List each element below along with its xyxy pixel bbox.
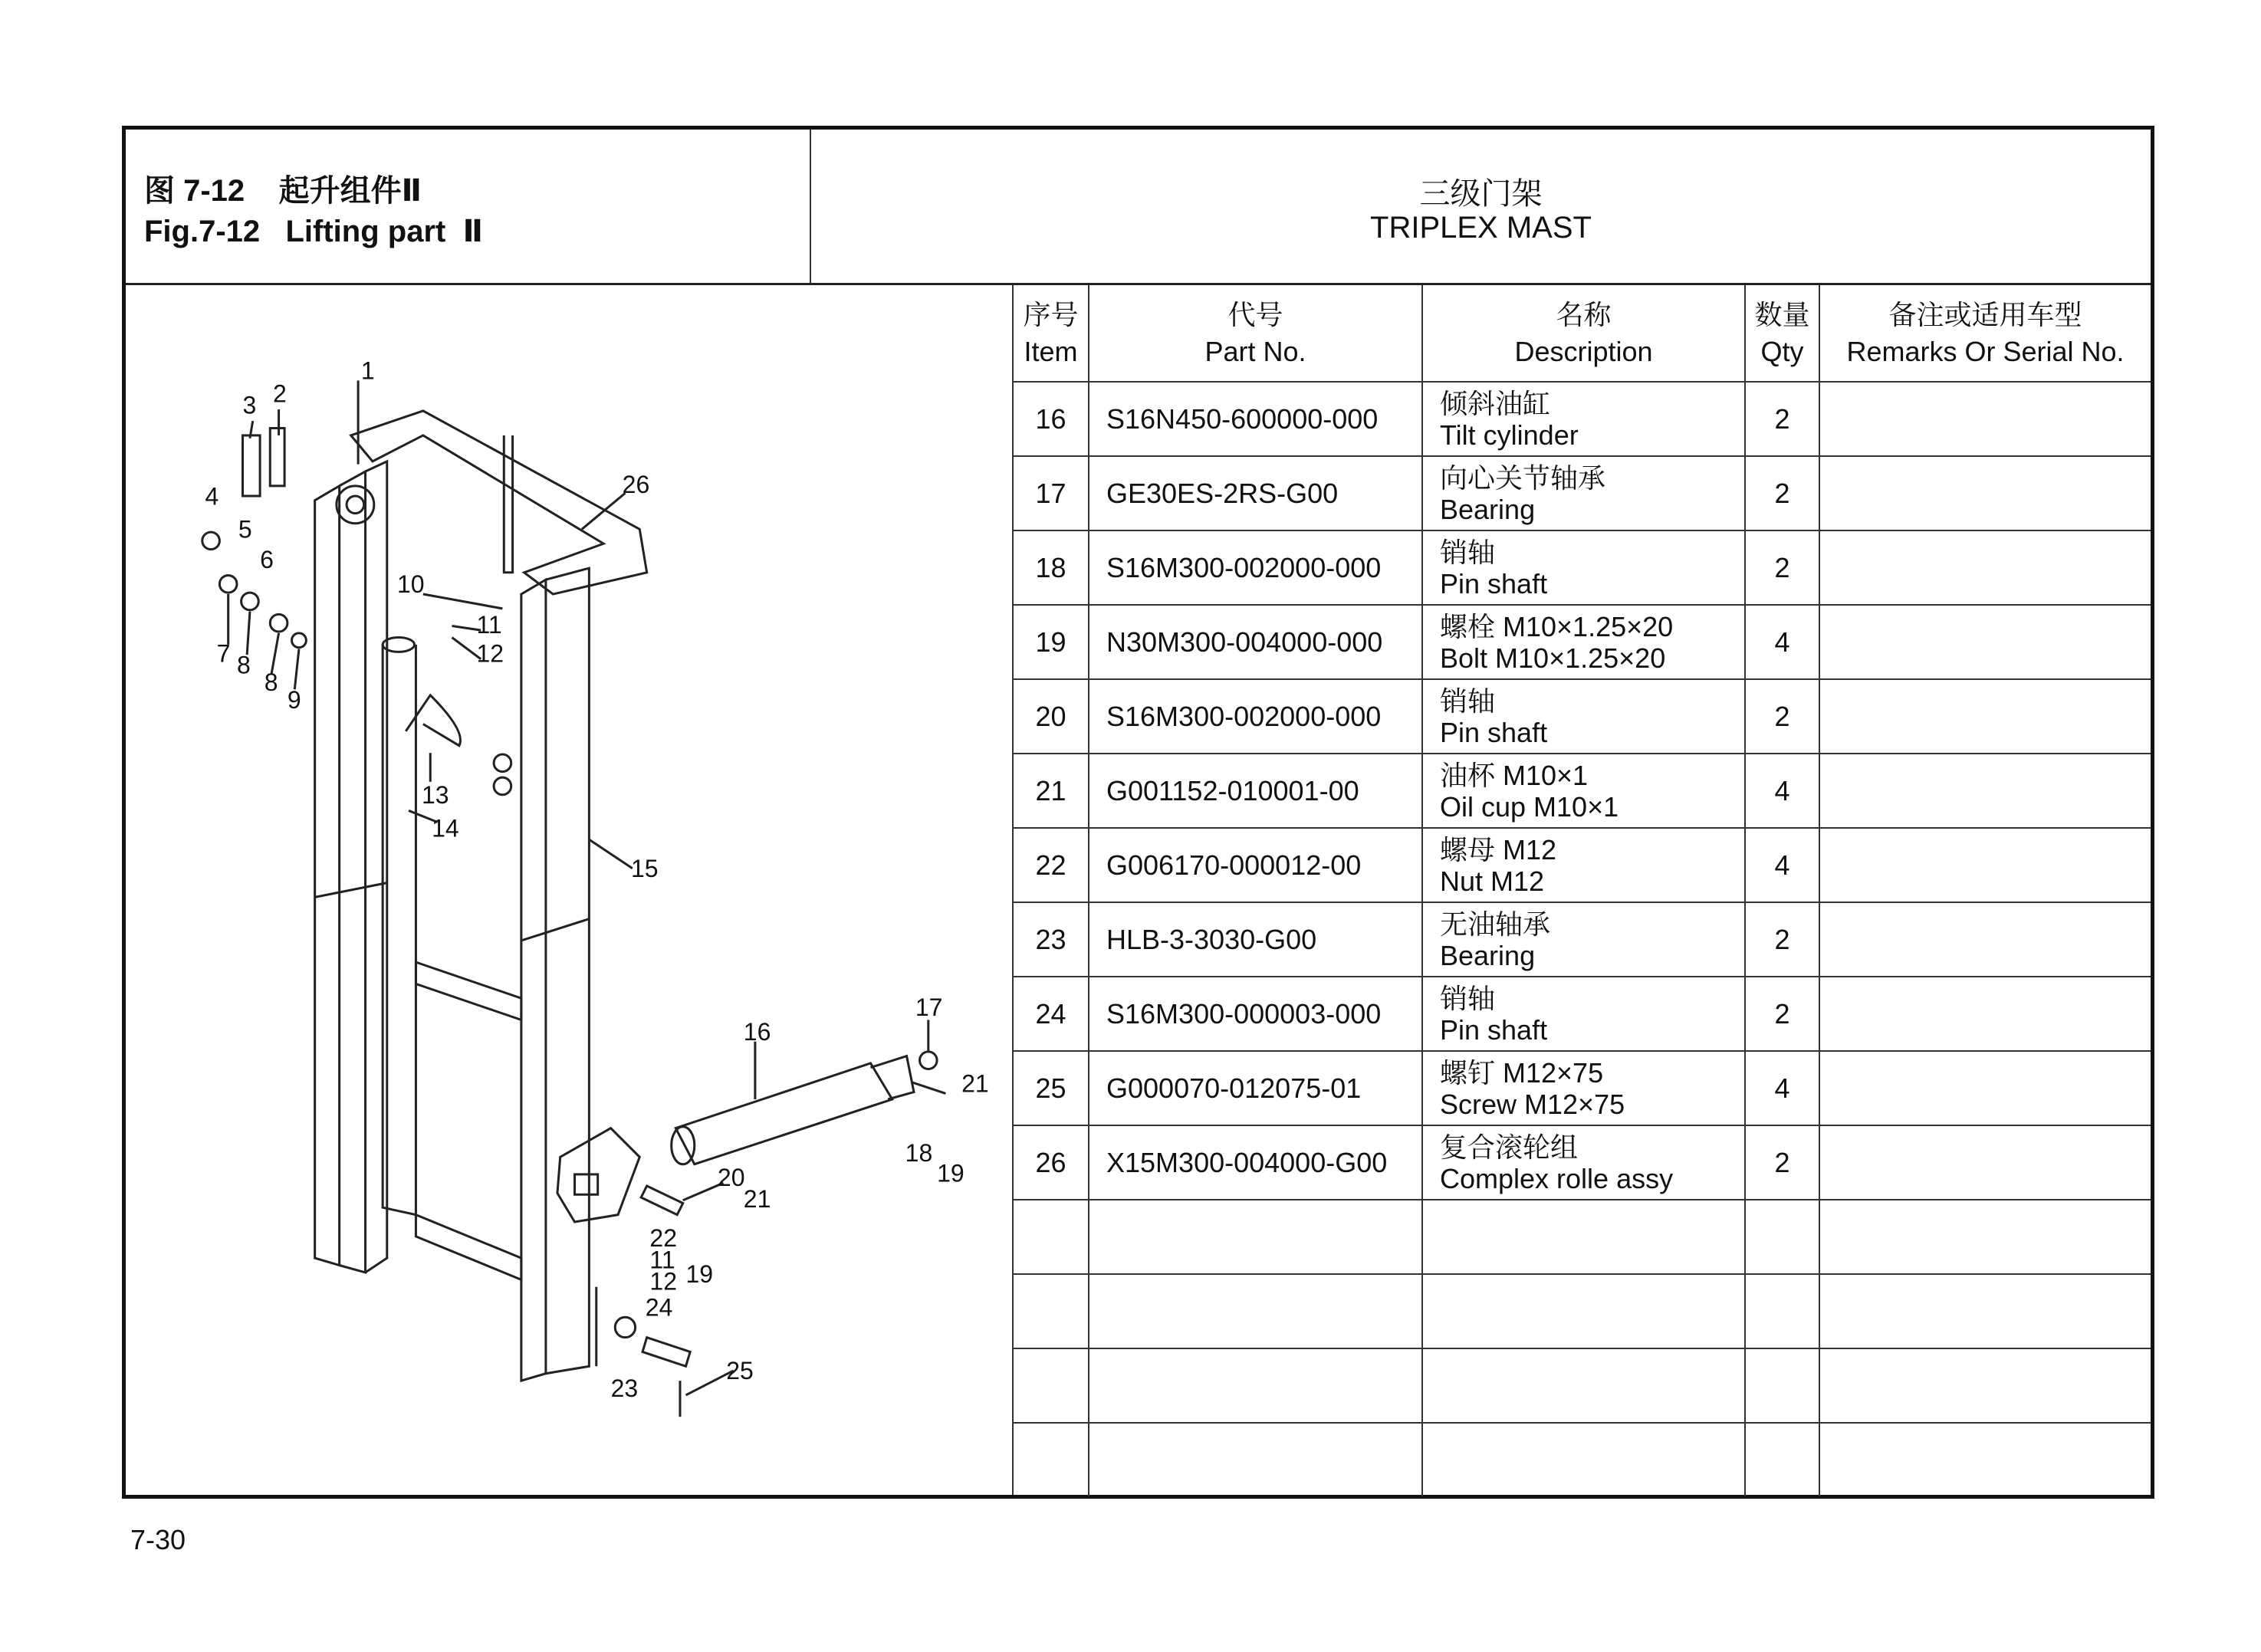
parts-table [1012,285,2151,1495]
table-row [1014,605,2151,679]
column-header [1745,285,1819,382]
callout-label: 4 [205,482,219,511]
callout-label: 14 [432,814,459,842]
remarks-cell [1819,530,2151,605]
column-header-en: Remarks Or Serial No. [1846,335,2125,367]
column-header-cn: 名称 [1556,298,1612,330]
remarks-cell [1819,828,2151,902]
description-cell [1422,1125,1745,1200]
callout-label: 11 [649,1246,675,1274]
description-cell [1422,977,1745,1051]
mast-linework [202,380,946,1417]
column-header-en: Qty [1760,335,1804,367]
description-cell [1422,456,1745,530]
qty-cell: 2 [1745,1125,1819,1200]
description-en: Pin shaft [1440,716,1548,748]
description-en: Pin shaft [1440,1013,1548,1046]
description-cn: 销轴 [1440,685,1496,717]
empty-cell [1014,1348,1089,1423]
description-cn: 油杯 M10×1 [1440,759,1589,791]
callout-label: 10 [396,570,425,599]
empty-cell [1819,1348,2151,1423]
callout-label: 1 [360,356,375,385]
mast-type-cn: 三级门架 [1419,177,1543,211]
qty-cell: 2 [1745,977,1819,1051]
description-cn: 螺母 M12 [1440,833,1557,865]
mast-type-cell [811,130,2151,283]
qty-cell: 4 [1745,605,1819,679]
empty-cell [1422,1274,1745,1348]
table-row [1014,754,2151,828]
callout-label: 21 [961,1069,989,1098]
description-cell [1422,902,1745,977]
table-row [1014,902,2151,977]
page-number: 7-30 [130,1524,186,1555]
figure-title-en: Fig.7-12 Lifting part Ⅱ [144,215,483,248]
empty-cell [1819,1200,2151,1274]
mast-type-en: TRIPLEX MAST [1370,211,1592,245]
callout-label: 24 [645,1293,673,1322]
callout-label: 11 [476,610,502,639]
table-row [1014,530,2151,605]
table-row [1014,1125,2151,1200]
callout-label: 3 [242,391,257,419]
description-cn: 无油轴承 [1440,908,1551,940]
item-cell: 16 [1014,382,1089,456]
empty-cell [1745,1423,1819,1496]
figure-title-cell [126,130,811,283]
empty-cell [1819,1274,2151,1348]
description-en: Bolt M10×1.25×20 [1440,642,1666,674]
remarks-cell [1819,902,2151,977]
parts-sheet [122,126,2154,1499]
description-cell [1422,828,1745,902]
remarks-cell [1819,456,2151,530]
empty-cell [1014,1274,1089,1348]
description-cell [1422,1051,1745,1125]
part-no-cell: S16M300-002000-000 [1089,679,1422,754]
item-cell: 25 [1014,1051,1089,1125]
table-row [1014,828,2151,902]
empty-cell [1422,1423,1745,1496]
remarks-cell [1819,977,2151,1051]
column-header [1422,285,1745,382]
description-en: Bearing [1440,939,1536,971]
callout-label: 2 [273,379,287,408]
column-header-en: Item [1024,335,1078,367]
callout-label: 12 [649,1267,678,1296]
callout-label: 16 [743,1017,771,1046]
callout-label: 13 [421,781,449,810]
description-cn: 向心关节轴承 [1440,461,1606,494]
description-cn: 倾斜油缸 [1440,387,1551,419]
part-no-cell: HLB-3-3030-G00 [1089,902,1422,977]
empty-table-row [1014,1200,2151,1274]
item-cell: 20 [1014,679,1089,754]
column-header-cn: 代号 [1227,298,1283,330]
remarks-cell [1819,605,2151,679]
qty-cell: 4 [1745,828,1819,902]
description-cell [1422,605,1745,679]
item-cell: 22 [1014,828,1089,902]
empty-cell [1745,1200,1819,1274]
part-no-cell: S16N450-600000-000 [1089,382,1422,456]
mast-drawing [126,285,1012,1495]
callout-label: 12 [476,639,504,668]
empty-cell [1014,1423,1089,1496]
callout-label: 23 [610,1374,639,1402]
empty-cell [1089,1200,1422,1274]
description-en: Tilt cylinder [1440,419,1579,451]
qty-cell: 4 [1745,1051,1819,1125]
description-cell [1422,382,1745,456]
empty-cell [1089,1423,1422,1496]
empty-cell [1014,1200,1089,1274]
description-cn: 销轴 [1440,982,1496,1014]
exploded-diagram [126,285,1012,1495]
callout-label: 22 [649,1224,678,1253]
callout-label: 18 [905,1138,933,1167]
description-cell [1422,754,1745,828]
callout-label: 20 [717,1163,745,1191]
callout-label: 25 [726,1357,754,1385]
description-en: Bearing [1440,493,1536,525]
column-header-en: Description [1514,335,1653,367]
description-cell [1422,679,1745,754]
empty-table-row [1014,1274,2151,1348]
description-cn: 螺钉 M12×75 [1440,1056,1604,1089]
part-no-cell: GE30ES-2RS-G00 [1089,456,1422,530]
callout-label: 8 [264,668,278,697]
empty-cell [1745,1274,1819,1348]
table-row [1014,977,2151,1051]
callout-labels [205,357,989,1402]
column-header-en: Part No. [1204,335,1306,367]
item-cell: 19 [1014,605,1089,679]
qty-cell: 2 [1745,382,1819,456]
description-cn: 复合滚轮组 [1440,1131,1579,1163]
column-header [1819,285,2151,382]
empty-cell [1422,1200,1745,1274]
table-row [1014,679,2151,754]
description-cn: 螺栓 M10×1.25×20 [1440,610,1674,642]
description-en: Complex rolle assy [1440,1162,1674,1194]
item-cell: 23 [1014,902,1089,977]
callout-label: 5 [238,515,252,544]
description-en: Oil cup M10×1 [1440,790,1619,823]
table-row [1014,382,2151,456]
column-header-cn: 序号 [1023,298,1079,330]
table-row [1014,1051,2151,1125]
remarks-cell [1819,1051,2151,1125]
part-no-cell: N30M300-004000-000 [1089,605,1422,679]
callout-label: 9 [287,685,301,714]
empty-cell [1089,1348,1422,1423]
part-no-cell: G006170-000012-00 [1089,828,1422,902]
qty-cell: 2 [1745,530,1819,605]
qty-cell: 2 [1745,679,1819,754]
callout-label: 6 [260,546,274,574]
callout-label: 26 [622,471,650,499]
remarks-cell [1819,1125,2151,1200]
part-no-cell: G001152-010001-00 [1089,754,1422,828]
item-cell: 24 [1014,977,1089,1051]
callout-label: 15 [630,855,659,883]
item-cell: 17 [1014,456,1089,530]
callout-label: 17 [915,993,943,1021]
callout-label: 19 [685,1260,714,1289]
table-header-row [1014,285,2151,382]
remarks-cell [1819,679,2151,754]
description-en: Screw M12×75 [1440,1088,1625,1120]
part-no-cell: S16M300-000003-000 [1089,977,1422,1051]
column-header-cn: 数量 [1754,298,1810,330]
remarks-cell [1819,754,2151,828]
qty-cell: 2 [1745,902,1819,977]
qty-cell: 4 [1745,754,1819,828]
figure-title-cn: 图 7-12 起升组件Ⅱ [144,174,422,208]
part-no-cell: X15M300-004000-G00 [1089,1125,1422,1200]
empty-cell [1819,1423,2151,1496]
description-cell [1422,530,1745,605]
callout-label: 8 [236,651,251,679]
part-no-cell: G000070-012075-01 [1089,1051,1422,1125]
table-row [1014,456,2151,530]
callout-label: 7 [216,639,231,668]
item-cell: 18 [1014,530,1089,605]
remarks-cell [1819,382,2151,456]
column-header [1014,285,1089,382]
description-en: Pin shaft [1440,567,1548,599]
description-en: Nut M12 [1440,865,1545,897]
callout-label: 19 [937,1159,965,1187]
column-header-cn: 备注或适用车型 [1888,298,2082,330]
item-cell: 21 [1014,754,1089,828]
empty-table-row [1014,1423,2151,1496]
description-cn: 销轴 [1440,536,1496,568]
callout-label: 21 [743,1185,771,1214]
column-header [1089,285,1422,382]
empty-cell [1089,1274,1422,1348]
empty-cell [1422,1348,1745,1423]
qty-cell: 2 [1745,456,1819,530]
part-no-cell: S16M300-002000-000 [1089,530,1422,605]
item-cell: 26 [1014,1125,1089,1200]
empty-cell [1745,1348,1819,1423]
empty-table-row [1014,1348,2151,1423]
